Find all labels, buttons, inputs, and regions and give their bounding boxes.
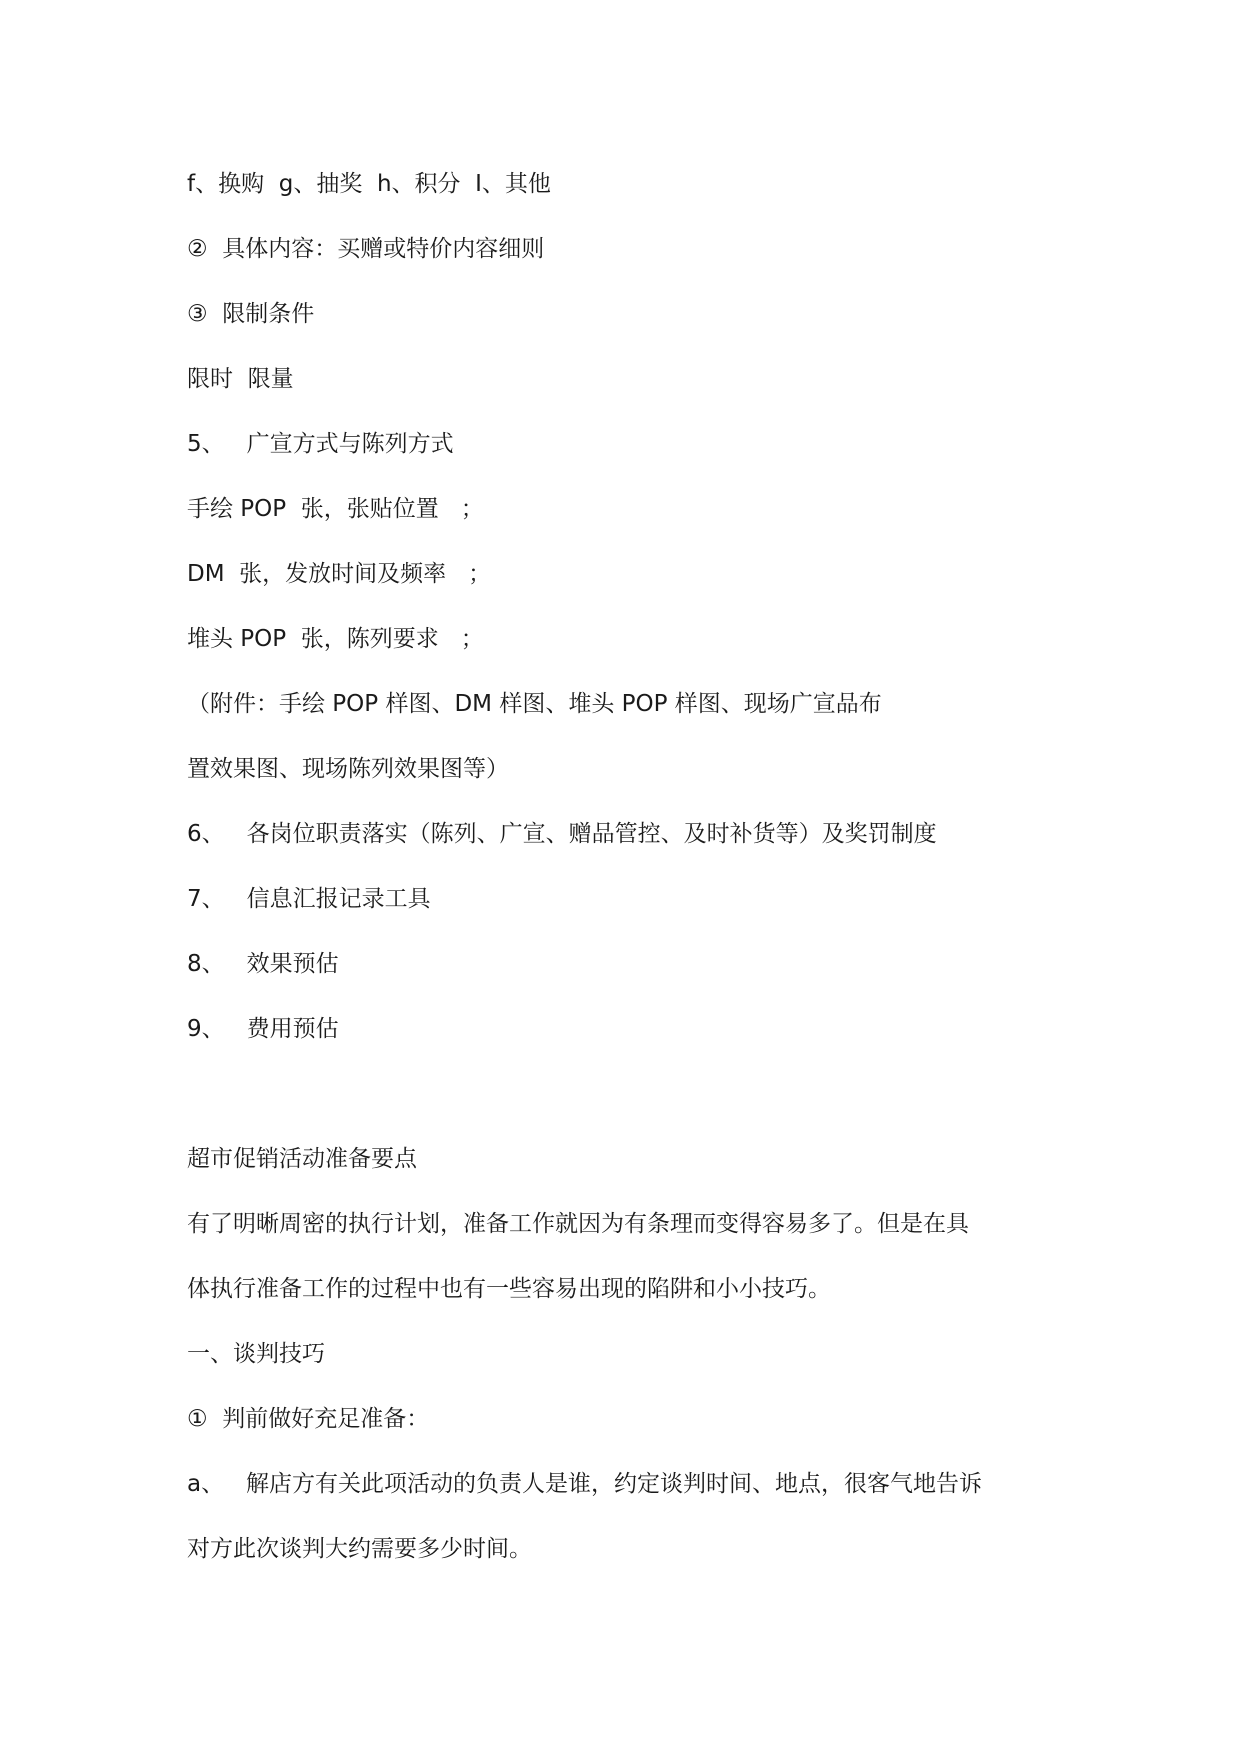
text-line: f、换购 g、抽奖 h、积分 I、其他 <box>187 171 551 197</box>
text-line: 限时 限量 <box>187 366 294 392</box>
section-heading: 9、 费用预估 <box>187 1016 339 1042</box>
paragraph-line: 对方此次谈判大约需要多少时间。 <box>187 1536 532 1562</box>
text-line: 置效果图、现场陈列效果图等） <box>187 756 509 782</box>
paragraph-line: 体执行准备工作的过程中也有一些容易出现的陷阱和小小技巧。 <box>187 1276 831 1302</box>
text-line: ③ 限制条件 <box>187 301 315 327</box>
text-line: DM 张，发放时间及频率 ； <box>187 561 492 587</box>
article-title: 超市促销活动准备要点 <box>187 1146 417 1172</box>
section-heading: 7、 信息汇报记录工具 <box>187 886 431 912</box>
text-line: ① 判前做好充足准备： <box>187 1406 430 1432</box>
text-line: 堆头 POP 张，陈列要求 ； <box>187 626 484 652</box>
section-heading: 8、 效果预估 <box>187 951 339 977</box>
text-line: ② 具体内容：买赠或特价内容细则 <box>187 236 545 262</box>
paragraph-line: a、 解店方有关此项活动的负责人是谁，约定谈判时间、地点，很客气地告诉 <box>187 1471 983 1497</box>
text-line: 手绘 POP 张，张贴位置 ； <box>187 496 484 522</box>
section-heading: 6、 各岗位职责落实（陈列、广宣、赠品管控、及时补货等）及奖罚制度 <box>187 821 937 847</box>
section-heading: 一、谈判技巧 <box>187 1341 325 1367</box>
paragraph-line: 有了明晰周密的执行计划，准备工作就因为有条理而变得容易多了。但是在具 <box>187 1211 969 1237</box>
text-line: （附件：手绘 POP 样图、DM 样图、堆头 POP 样图、现场广宣品布 <box>187 691 882 717</box>
section-heading: 5、 广宣方式与陈列方式 <box>187 431 454 457</box>
